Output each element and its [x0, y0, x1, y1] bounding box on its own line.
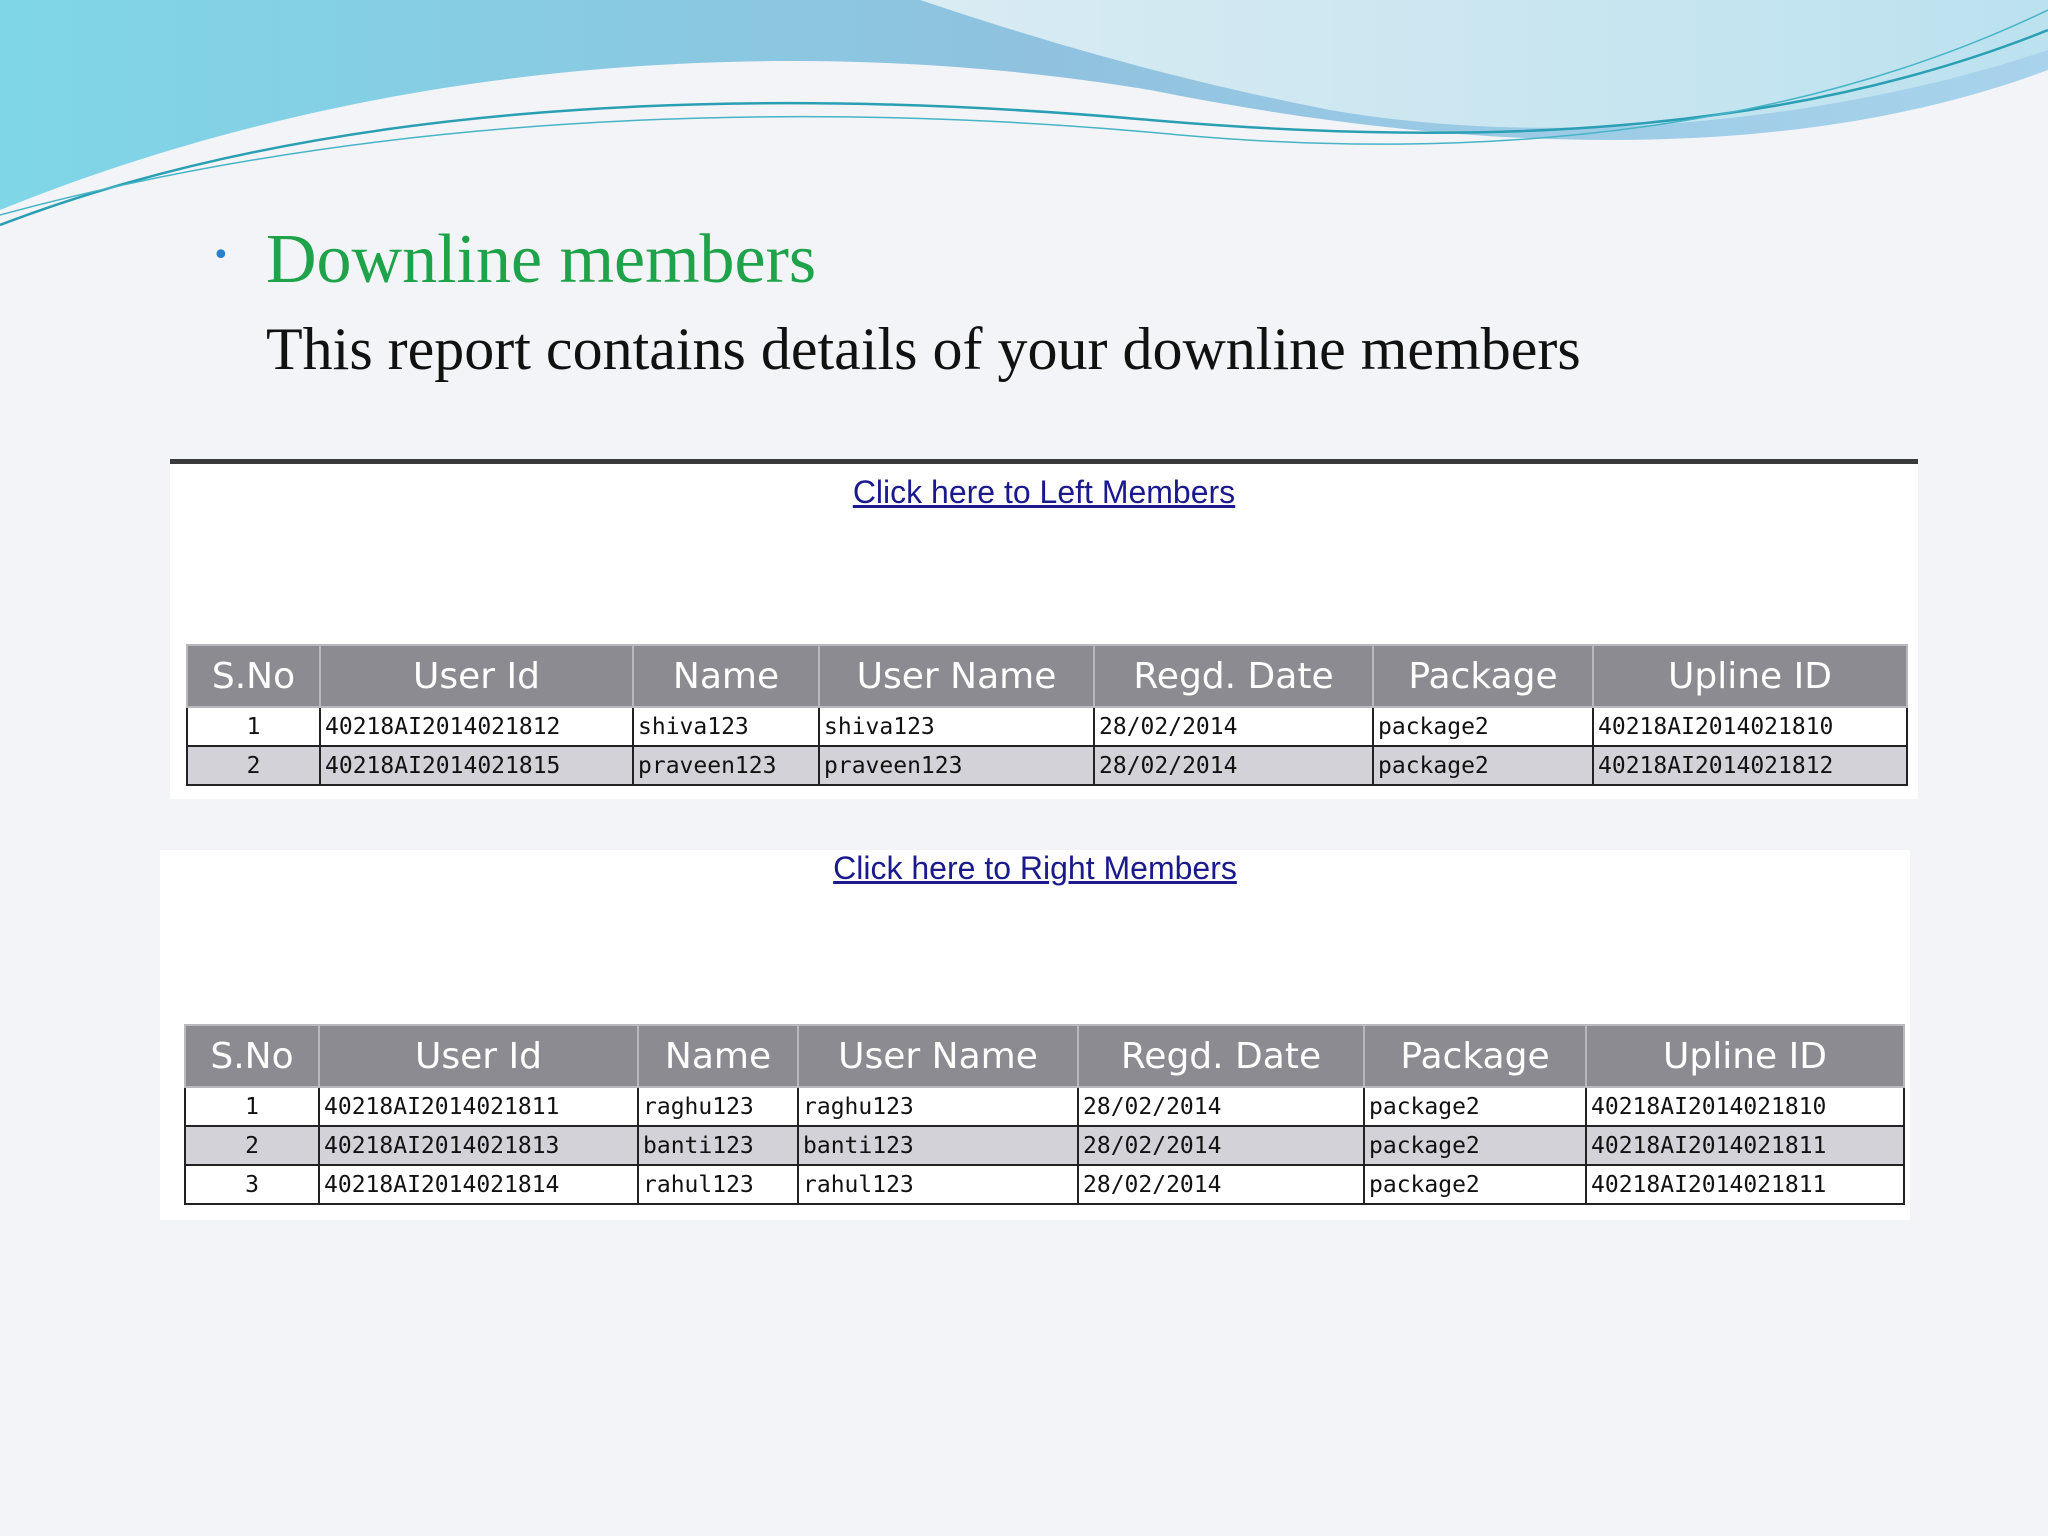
left-members-link[interactable]: Click here to Left Members [852, 474, 1236, 510]
cell-package: package2 [1364, 1087, 1586, 1126]
right-members-link[interactable]: Click here to Right Members [833, 850, 1237, 886]
cell-sno: 2 [185, 1126, 319, 1165]
column-header: Package [1373, 645, 1593, 707]
column-header: User Id [319, 1025, 638, 1087]
column-header: Upline ID [1586, 1025, 1904, 1087]
left-members-panel [170, 459, 1918, 799]
table-row [187, 746, 1907, 785]
cell-sno: 2 [187, 746, 320, 785]
slide-subtitle: This report contains details of your downline members [266, 316, 1581, 382]
cell-package: package2 [1373, 707, 1593, 746]
slide-heading: Downline members [266, 221, 817, 298]
table-row [185, 1165, 1904, 1204]
table-header-row [187, 645, 1907, 707]
cell-user-id: 40218AI2014021811 [319, 1087, 638, 1126]
cell-user-id: 40218AI2014021814 [319, 1165, 638, 1204]
right-members-panel [160, 850, 1910, 1220]
bullet-marker: • [212, 238, 230, 273]
cell-user-id: 40218AI2014021815 [320, 746, 633, 785]
column-header: S.No [185, 1025, 319, 1087]
column-header: User Name [819, 645, 1094, 707]
cell-upline-id: 40218AI2014021810 [1586, 1087, 1904, 1126]
cell-name: rahul123 [638, 1165, 798, 1204]
table-row [185, 1126, 1904, 1165]
cell-upline-id: 40218AI2014021811 [1586, 1126, 1904, 1165]
column-header: Upline ID [1593, 645, 1907, 707]
cell-user-name: banti123 [798, 1126, 1078, 1165]
column-header: Regd. Date [1078, 1025, 1364, 1087]
table-row [185, 1087, 1904, 1126]
header-wave-decoration [0, 0, 2048, 240]
cell-user-id: 40218AI2014021813 [319, 1126, 638, 1165]
cell-regd-date: 28/02/2014 [1078, 1165, 1364, 1204]
cell-user-name: raghu123 [798, 1087, 1078, 1126]
column-header: Name [633, 645, 819, 707]
column-header: Regd. Date [1094, 645, 1373, 707]
cell-package: package2 [1364, 1126, 1586, 1165]
cell-regd-date: 28/02/2014 [1078, 1126, 1364, 1165]
cell-name: praveen123 [633, 746, 819, 785]
cell-user-name: rahul123 [798, 1165, 1078, 1204]
cell-user-name: shiva123 [819, 707, 1094, 746]
column-header: S.No [187, 645, 320, 707]
column-header: Package [1364, 1025, 1586, 1087]
cell-upline-id: 40218AI2014021811 [1586, 1165, 1904, 1204]
table-header-row [185, 1025, 1904, 1087]
cell-regd-date: 28/02/2014 [1094, 746, 1373, 785]
column-header: User Id [320, 645, 633, 707]
column-header: Name [638, 1025, 798, 1087]
cell-sno: 1 [187, 707, 320, 746]
column-header: User Name [798, 1025, 1078, 1087]
cell-name: banti123 [638, 1126, 798, 1165]
cell-upline-id: 40218AI2014021812 [1593, 746, 1907, 785]
table-row [187, 707, 1907, 746]
cell-regd-date: 28/02/2014 [1094, 707, 1373, 746]
cell-name: shiva123 [633, 707, 819, 746]
left-members-table [186, 644, 1908, 786]
cell-upline-id: 40218AI2014021810 [1593, 707, 1907, 746]
right-members-table [184, 1024, 1905, 1205]
cell-sno: 3 [185, 1165, 319, 1204]
cell-sno: 1 [185, 1087, 319, 1126]
cell-regd-date: 28/02/2014 [1078, 1087, 1364, 1126]
cell-package: package2 [1373, 746, 1593, 785]
cell-name: raghu123 [638, 1087, 798, 1126]
cell-package: package2 [1364, 1165, 1586, 1204]
cell-user-id: 40218AI2014021812 [320, 707, 633, 746]
cell-user-name: praveen123 [819, 746, 1094, 785]
